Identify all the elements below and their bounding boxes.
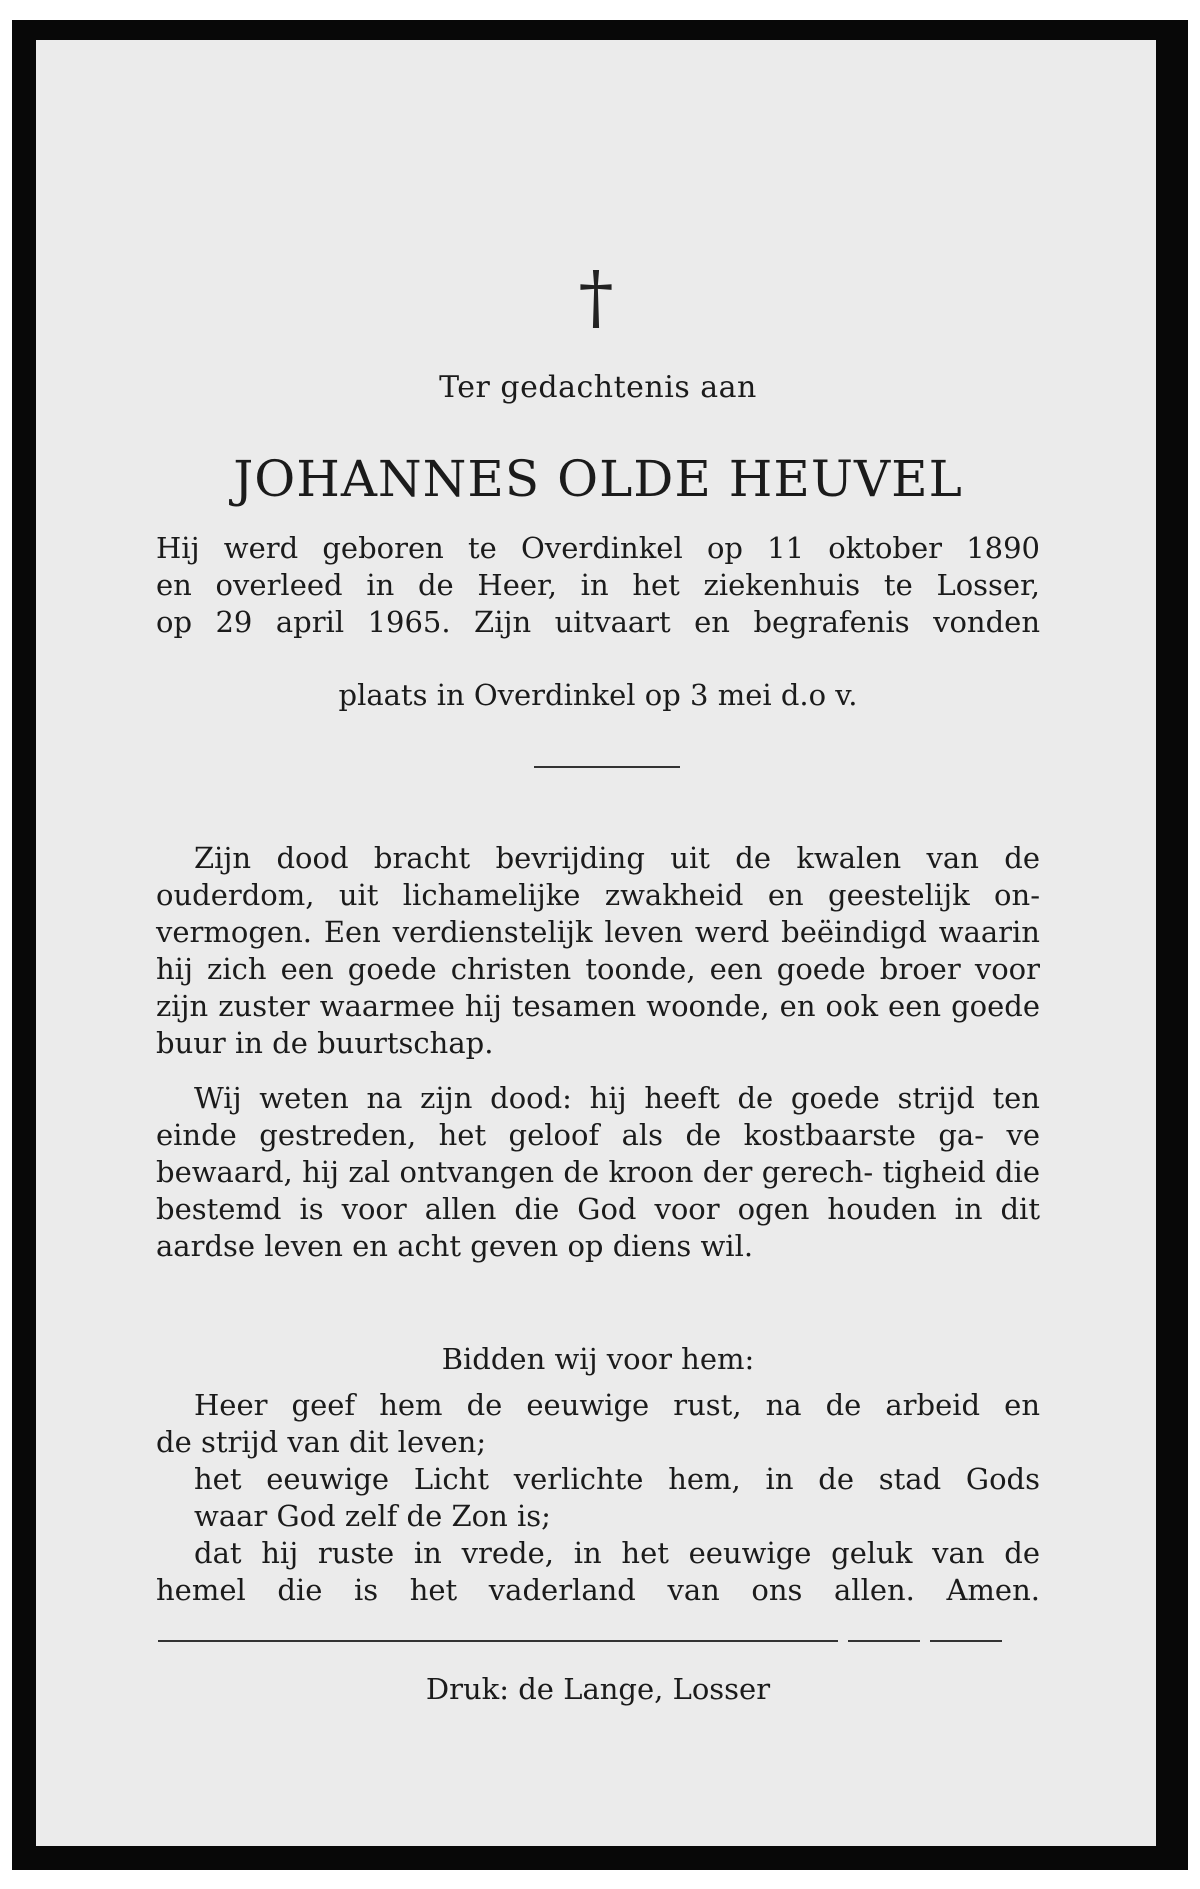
- prayer-line: Heer geef hem de eeuwige rust, na de arbeid en: [194, 1388, 1040, 1422]
- prayer-line: dat hij ruste in vrede, in het eeuwige geluk van de: [194, 1536, 1040, 1570]
- prayer-text: [156, 1387, 1040, 1609]
- prayer-line: de strijd van dit leven;: [156, 1425, 487, 1459]
- prayer-line: hemel die is het vaderland van ons allen. Amen.: [156, 1573, 1040, 1607]
- prayer-line: het eeuwige Licht verlichte hem, in de stad Gods: [194, 1462, 1040, 1496]
- footer-rule: [158, 1640, 838, 1642]
- footer-rule: [930, 1640, 1002, 1642]
- printer-credit: Druk: de Lange, Losser: [425, 1672, 771, 1706]
- birth-line: en overleed in de Heer, in het ziekenhuis te Losser,: [156, 568, 1040, 602]
- birth-line: op 29 april 1965. Zijn uitvaart en begrafenis vonden: [156, 605, 1040, 639]
- memorial-card: [36, 40, 1156, 1846]
- prayer-heading: Bidden wij voor hem:: [441, 1342, 755, 1376]
- cross-icon: †: [578, 256, 614, 338]
- divider: [534, 766, 680, 768]
- dedication-intro: Ter gedachtenis aan: [439, 370, 757, 405]
- footer-rule: [848, 1640, 920, 1642]
- deceased-name: JOHANNES OLDE HEUVEL: [233, 450, 963, 508]
- birth-death-details: [156, 530, 1040, 641]
- birth-line: Hij werd geboren te Overdinkel op 11 oktober 1890: [156, 531, 1040, 565]
- paragraph-faith: Wij weten na zijn dood: hij heeft de goede strijd ten einde gestreden, het geloof als de kostbaarste ga- ve bewaard, hij zal ontvangen de kroon der gerech- tigheid die bestemd is voor allen die God voor ogen houden in dit aardse leven en acht geven op diens wil.: [156, 1081, 1040, 1263]
- funeral-line: plaats in Overdinkel op 3 mei d.o v.: [338, 678, 858, 712]
- prayer-line: waar God zelf de Zon is;: [194, 1499, 551, 1533]
- paragraph-eulogy: Zijn dood bracht bevrijding uit de kwalen van de ouderdom, uit lichamelijke zwakheid en geestelijk on- vermogen. Een verdienstelijk leven werd beëindigd waarin hij zich een goede christen toonde, een goede broer voor zijn zuster waarmee hij tesamen woonde, en ook een goede buur in de buurtschap.: [156, 841, 1040, 1060]
